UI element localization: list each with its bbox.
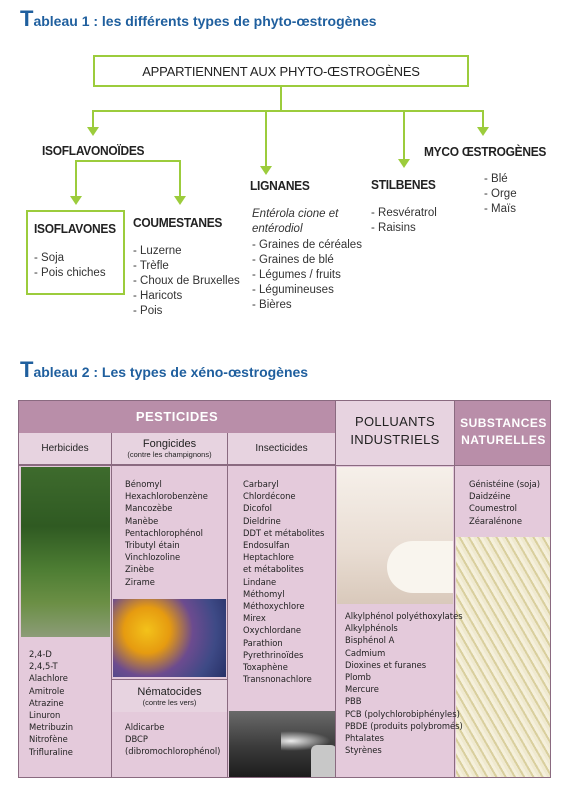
- coumestanes-label: COUMESTANES: [133, 215, 223, 230]
- tableau2-title-initial: T: [20, 357, 34, 382]
- lignanes-subtitle: [252, 207, 338, 237]
- nematocides-header-cell: [112, 680, 227, 712]
- list-item: Mercure: [345, 684, 379, 695]
- arrow-coumestanes: [174, 196, 186, 205]
- fungus-photo: [113, 599, 226, 677]
- tableau1-title-text: ableau 1 : les différents types de phyto-œstrogènes: [33, 13, 377, 29]
- list-item: Atrazine: [29, 697, 64, 708]
- list-item: Dicofol: [243, 503, 272, 514]
- list-item: Manèbe: [125, 515, 159, 526]
- list-item: Bénomyl: [125, 479, 162, 489]
- list-item: Mancozèbe: [125, 503, 173, 514]
- list-item: - Pois: [133, 305, 163, 317]
- list-item: Méthoxychlore: [243, 601, 305, 612]
- lignanes-list: [252, 238, 362, 313]
- list-item: - Maïs: [484, 203, 516, 215]
- polluants-header-line-2: INDUSTRIELS: [350, 432, 440, 447]
- list-item: Tributyl étain: [125, 540, 180, 551]
- fongicides-sublabel: (contre les champignons): [127, 450, 212, 459]
- list-item: Bisphénol A: [345, 635, 395, 646]
- arrow-isoflavones: [70, 196, 82, 205]
- list-item: Endosulfan: [243, 540, 290, 551]
- substances-header-line-2: NATURELLES: [461, 433, 546, 447]
- list-item: Transnonachlore: [243, 674, 312, 685]
- polluants-header: [336, 413, 454, 449]
- arrow-iso: [87, 127, 99, 136]
- tableau1-title-initial: T: [20, 6, 34, 31]
- grid-line: [227, 433, 228, 778]
- list-item: Dieldrine: [243, 515, 281, 526]
- list-item: Alkylphénols: [345, 623, 398, 634]
- herbicides-list: [29, 648, 73, 758]
- baby-bottle-photo: [337, 467, 453, 604]
- list-item: Aldicarbe: [125, 722, 165, 732]
- list-item: Daidzéine: [469, 491, 511, 502]
- list-item: Metribuzin: [29, 722, 74, 733]
- isoflavonoides-label: ISOFLAVONOÏDES: [42, 143, 145, 158]
- list-item: Lindane: [243, 576, 277, 587]
- polluants-header-line-1: POLLUANTS: [354, 414, 435, 429]
- list-item: - Graines de céréales: [252, 239, 362, 251]
- list-item: - Bières: [252, 299, 292, 311]
- myco-list: [484, 172, 517, 217]
- list-item: 2,4,5-T: [29, 661, 58, 672]
- phyto-root-box: [93, 55, 469, 87]
- garden-photo: [21, 467, 110, 637]
- nematocides-list: [125, 721, 220, 758]
- list-item: Oxychlordane: [243, 625, 302, 636]
- list-item: Alkylphénol polyéthoxylates: [345, 611, 463, 621]
- grid-line: [111, 433, 112, 778]
- list-item: - Graines de blé: [252, 254, 334, 266]
- list-item: Hexachlorobenzène: [125, 491, 208, 502]
- tableau1-title: [20, 6, 377, 32]
- list-item: - Orge: [484, 188, 517, 200]
- list-item: 2,4-D: [29, 649, 52, 659]
- bottle-nipple-shape: [387, 541, 453, 593]
- list-item: Zirame: [125, 576, 155, 587]
- branch-line: [92, 110, 484, 112]
- list-item: et métabolites: [243, 564, 304, 575]
- list-item: Heptachlore: [243, 552, 294, 563]
- insecticides-label: Insecticides: [255, 443, 308, 454]
- list-item: Vinchlozoline: [125, 552, 181, 563]
- list-item: Mirex: [243, 613, 266, 624]
- branch-myco-line: [482, 110, 484, 128]
- list-item: - Choux de Bruxelles: [133, 275, 240, 287]
- fongicides-list: [125, 478, 208, 588]
- grid-line: [335, 401, 336, 778]
- fongicides-label: Fongicides: [142, 438, 197, 450]
- list-item: Dioxines et furanes: [345, 659, 427, 670]
- stilbenes-label: STILBENES: [371, 177, 436, 192]
- insecticides-header-cell: [228, 433, 335, 465]
- list-item: Plomb: [345, 672, 371, 683]
- list-item: - Légumes / fruits: [252, 269, 341, 281]
- list-item: Chlordécone: [243, 491, 296, 502]
- list-item: Zéaralénone: [469, 515, 522, 526]
- sprouts-photo: [456, 537, 551, 778]
- branch-stilbenes-line: [403, 110, 405, 160]
- stilbenes-list: [371, 206, 437, 236]
- list-item: DDT et métabolites: [243, 527, 325, 538]
- list-item: - Resvératrol: [371, 207, 437, 219]
- list-item: - Haricots: [133, 290, 183, 302]
- list-item: PBB: [345, 696, 362, 707]
- list-item: Méthomyl: [243, 588, 285, 599]
- list-item: - Raisins: [371, 222, 416, 234]
- list-item: Phtalates: [345, 733, 385, 744]
- insecticides-list: [243, 478, 324, 685]
- tableau2-title-text: ableau 2 : Les types de xéno-œstrogènes: [33, 364, 309, 380]
- spray-photo: [229, 711, 335, 778]
- pesticides-header: PESTICIDES: [135, 409, 219, 424]
- xeno-table: [18, 400, 551, 778]
- arrow-lignanes: [260, 166, 272, 175]
- list-item: PBDE (produits polybromés): [345, 720, 463, 731]
- nematocides-sublabel: (contre les vers): [142, 697, 197, 707]
- herbicides-label: Herbicides: [41, 443, 89, 454]
- phyto-root-label: APPARTIENNENT AUX PHYTO-ŒSTROGÈNES: [142, 63, 420, 79]
- list-item: Pyrethrinoïdes: [243, 649, 304, 660]
- branch-iso-line: [92, 110, 94, 128]
- list-item: Coumestrol: [469, 503, 517, 514]
- nematocides-label: Nématocides: [137, 685, 202, 698]
- substances-header-line-1: SUBSTANCES: [460, 416, 547, 430]
- list-item: - Légumineuses: [252, 284, 334, 296]
- substances-header: [455, 415, 551, 449]
- list-item: - Pois chiches: [34, 267, 106, 279]
- lignanes-label: LIGNANES: [250, 178, 310, 193]
- list-item: Trifluraline: [29, 746, 73, 757]
- lignanes-subtitle-line-1: Entérola cione et: [252, 208, 339, 220]
- root-stem-line: [280, 87, 282, 111]
- list-item: - Luzerne: [133, 245, 182, 257]
- fongicides-header-cell: [112, 433, 227, 465]
- isoflavones-list: [34, 251, 106, 281]
- myco-label: MYCO ŒSTROGÈNES: [424, 144, 547, 159]
- iso-sub-right: [179, 160, 181, 196]
- list-item: Linuron: [29, 710, 61, 721]
- list-item: Nitrofène: [29, 734, 68, 745]
- polluants-list: [345, 610, 463, 756]
- arrow-stilbenes: [398, 159, 410, 168]
- list-item: Zinèbe: [125, 564, 154, 575]
- lignanes-subtitle-line-2: entérodiol: [252, 223, 303, 235]
- list-item: - Trèfle: [133, 260, 169, 272]
- list-item: Alachlore: [29, 673, 68, 684]
- list-item: - Soja: [34, 252, 65, 264]
- list-item: Cadmium: [345, 647, 386, 658]
- list-item: Amitrole: [29, 685, 65, 696]
- list-item: Pentachlorophénol: [125, 527, 203, 538]
- list-item: - Blé: [484, 173, 508, 185]
- spray-can-shape: [311, 745, 335, 778]
- list-item: Toxaphène: [243, 662, 288, 673]
- list-item: Génistéine (soja): [469, 479, 541, 489]
- herbicides-header-cell: [19, 433, 111, 465]
- substances-list: [469, 478, 540, 527]
- iso-sub-left: [75, 160, 77, 196]
- tableau2-title: [20, 357, 308, 383]
- iso-sub-line: [75, 160, 181, 162]
- branch-lignanes-line: [265, 110, 267, 167]
- list-item: (dibromochlorophénol): [125, 746, 221, 757]
- list-item: Parathion: [243, 637, 283, 648]
- coumestanes-list: [133, 244, 240, 319]
- list-item: Styrènes: [345, 745, 382, 756]
- list-item: DBCP: [125, 734, 148, 745]
- isoflavones-label: ISOFLAVONES: [34, 221, 116, 236]
- list-item: PCB (polychlorobiphényles): [345, 708, 460, 719]
- arrow-myco: [477, 127, 489, 136]
- grid-line: [19, 465, 551, 466]
- list-item: Carbaryl: [243, 479, 279, 489]
